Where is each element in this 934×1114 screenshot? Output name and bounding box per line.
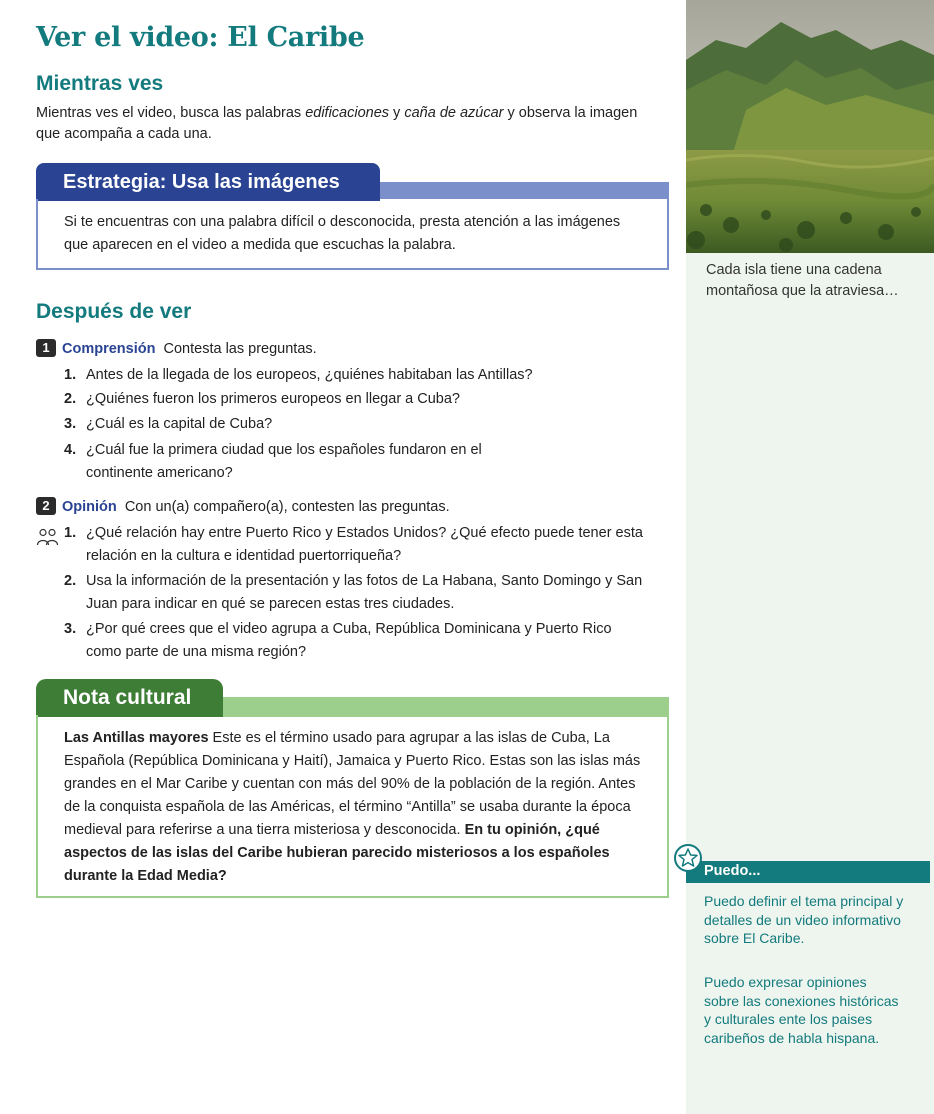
question-number: 3. bbox=[64, 416, 77, 432]
question-number: 1. bbox=[64, 525, 77, 541]
question-text: Antes de la llegada de los europeos, ¿quiénes habitaban las Antillas? bbox=[86, 367, 533, 383]
question-number: 3. bbox=[64, 621, 77, 637]
mientras-text-post: y observa la imagen que acompaña a cada una. bbox=[36, 105, 638, 142]
mientras-heading: Mientras ves bbox=[36, 72, 164, 95]
nota-text: Este es el término usado para agrupar a las islas de Cuba, La Española (República Dominicana y Haití), Jamaica y Puerto Rico. Estas son las islas más grandes en el Mar Caribe y cuentan con más del 90% de la población de la región. Antes de la conquista española de las Américas, el término “Antilla” se usaba durante la época medieval para referirse a una tierra misteriosa y desconocida. bbox=[64, 730, 641, 838]
puedo-header: Puedo... bbox=[686, 861, 930, 883]
question-item bbox=[64, 618, 644, 664]
question-item bbox=[64, 364, 664, 387]
question-text: Usa la información de la presentación y las fotos de La Habana, Santo Domingo y San Juan para indicar en qué se parecen estas tres ciudades. bbox=[86, 573, 643, 612]
question-text: ¿Cuál es la capital de Cuba? bbox=[86, 416, 273, 432]
mientras-text-pre: Mientras ves el video, busca las palabras bbox=[36, 105, 306, 121]
puedo-item: Puedo definir el tema principal y detalles de un video informativo sobre El Caribe. bbox=[704, 893, 904, 946]
question-text: ¿Cuál fue la primera ciudad que los españoles fundaron en el continente americano? bbox=[86, 442, 482, 481]
question-text: ¿Quiénes fueron los primeros europeos en llegar a Cuba? bbox=[86, 391, 460, 407]
term-cana-de-azucar: caña de azúcar bbox=[404, 105, 504, 121]
opinion-header bbox=[36, 497, 450, 515]
question-number: 4. bbox=[64, 442, 77, 458]
puedo-item: Puedo expresar opiniones sobre las conexiones históricas y culturales ente los paises caribeños de habla hispana. bbox=[704, 974, 899, 1046]
estrategia-tab: Estrategia: Usa las imágenes bbox=[36, 163, 380, 201]
opinion-instruction: Con un(a) compañero(a), contesten las preguntas. bbox=[124, 499, 450, 515]
question-text: ¿Por qué crees que el video agrupa a Cuba, República Dominicana y Puerto Rico como parte de una misma región? bbox=[86, 621, 612, 660]
comprension-label: Comprensión bbox=[62, 341, 156, 357]
mientras-paragraph bbox=[36, 103, 656, 145]
question-number: 2. bbox=[64, 573, 77, 589]
question-item bbox=[64, 439, 544, 485]
landscape-photo bbox=[686, 0, 934, 253]
nota-cultural-box bbox=[36, 715, 669, 898]
pair-work-icon bbox=[36, 528, 60, 546]
question-number: 1. bbox=[64, 367, 77, 383]
sidebar bbox=[686, 0, 934, 1114]
activity-number-badge: 2 bbox=[36, 497, 56, 515]
question-item bbox=[64, 570, 664, 616]
photo-caption: Cada isla tiene una cadena montañosa que la atraviesa… bbox=[706, 262, 899, 299]
nota-lead: Las Antillas mayores bbox=[64, 730, 209, 746]
question-item bbox=[64, 522, 664, 568]
nota-header-bar bbox=[221, 697, 669, 717]
opinion-label: Opinión bbox=[62, 499, 117, 515]
despues-heading: Después de ver bbox=[36, 300, 192, 323]
activity-number-badge: 1 bbox=[36, 339, 56, 357]
nota-question: En tu opinión, ¿qué aspectos de las islas del Caribe hubieran parecido misteriosos a los españoles durante la Edad Media? bbox=[64, 822, 610, 884]
question-item bbox=[64, 413, 664, 436]
question-item bbox=[64, 388, 664, 411]
comprension-header bbox=[36, 339, 317, 357]
mientras-text-mid: y bbox=[389, 105, 405, 121]
estrategia-header-bar bbox=[380, 182, 669, 199]
comprension-instruction: Contesta las preguntas. bbox=[163, 341, 317, 357]
estrategia-text: Si te encuentras con una palabra difícil o desconocida, presta atención a las imágenes que aparecen en el video a medida que escuchas la palabra. bbox=[64, 214, 621, 253]
question-text: ¿Qué relación hay entre Puerto Rico y Estados Unidos? ¿Qué efecto puede tener esta relación en la cultura e identidad puertorriqueña? bbox=[86, 525, 643, 564]
star-icon bbox=[673, 843, 703, 873]
page-title: Ver el video: El Caribe bbox=[36, 22, 365, 53]
nota-cultural-tab: Nota cultural bbox=[36, 679, 223, 717]
question-number: 2. bbox=[64, 391, 77, 407]
term-edificaciones: edificaciones bbox=[305, 105, 390, 121]
estrategia-box bbox=[36, 199, 669, 270]
